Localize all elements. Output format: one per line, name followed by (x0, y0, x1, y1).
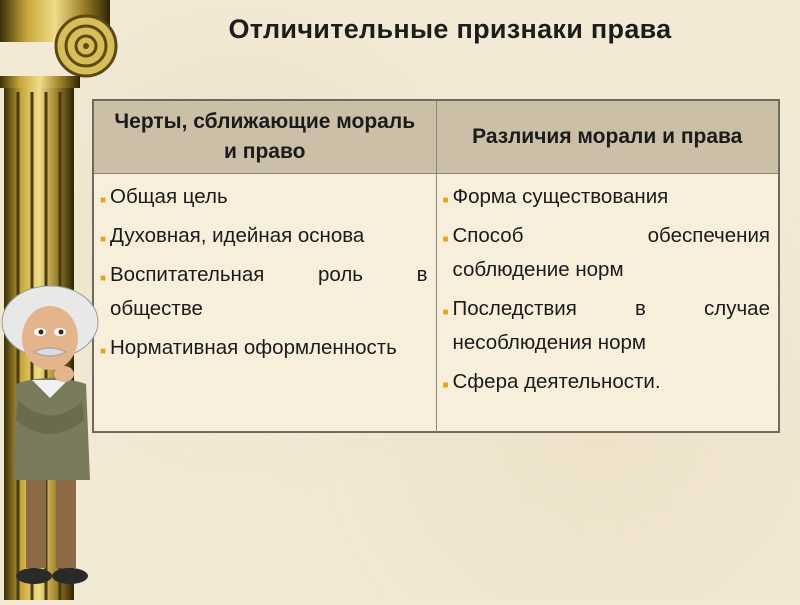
list-item-text: Воспитательная роль в обществе (110, 263, 428, 320)
list-item (443, 365, 771, 399)
header-differences: Различия морали и права (472, 124, 743, 148)
list-item (100, 331, 428, 365)
square-bullet-icon: ■ (100, 195, 107, 206)
square-bullet-icon: ■ (442, 380, 449, 391)
square-bullet-icon: ■ (100, 346, 107, 357)
square-bullet-icon: ■ (442, 234, 449, 245)
comparison-table (92, 99, 780, 433)
square-bullet-icon: ■ (442, 307, 449, 318)
list-item-text: Способ обеспечения соблюдение норм (452, 224, 770, 281)
list-item-text: Нормативная оформленность (110, 336, 397, 359)
header-similarities: Черты, сближающие мораль и право (94, 101, 437, 173)
page-title: Отличительные признаки права (228, 14, 672, 44)
list-item-text: Сфера деятельности. (452, 370, 661, 393)
list-item (100, 180, 428, 214)
square-bullet-icon: ■ (100, 273, 107, 284)
list-item-text: Общая цель (110, 185, 228, 208)
professor-character-icon (0, 280, 110, 595)
list-item-text: Духовная, идейная основа (110, 224, 365, 247)
square-bullet-icon: ■ (100, 234, 107, 245)
table-header-row (94, 101, 778, 174)
list-item (443, 180, 771, 214)
differences-cell (437, 174, 779, 432)
list-item (100, 258, 428, 326)
table-body-row (94, 174, 778, 432)
list-item-text: Последствия в случае несоблюдения норм (452, 297, 770, 354)
list-item (100, 219, 428, 253)
list-item (443, 219, 771, 287)
square-bullet-icon: ■ (442, 195, 449, 206)
list-item (443, 292, 771, 360)
similarities-cell (94, 174, 437, 432)
list-item-text: Форма существования (452, 185, 669, 208)
